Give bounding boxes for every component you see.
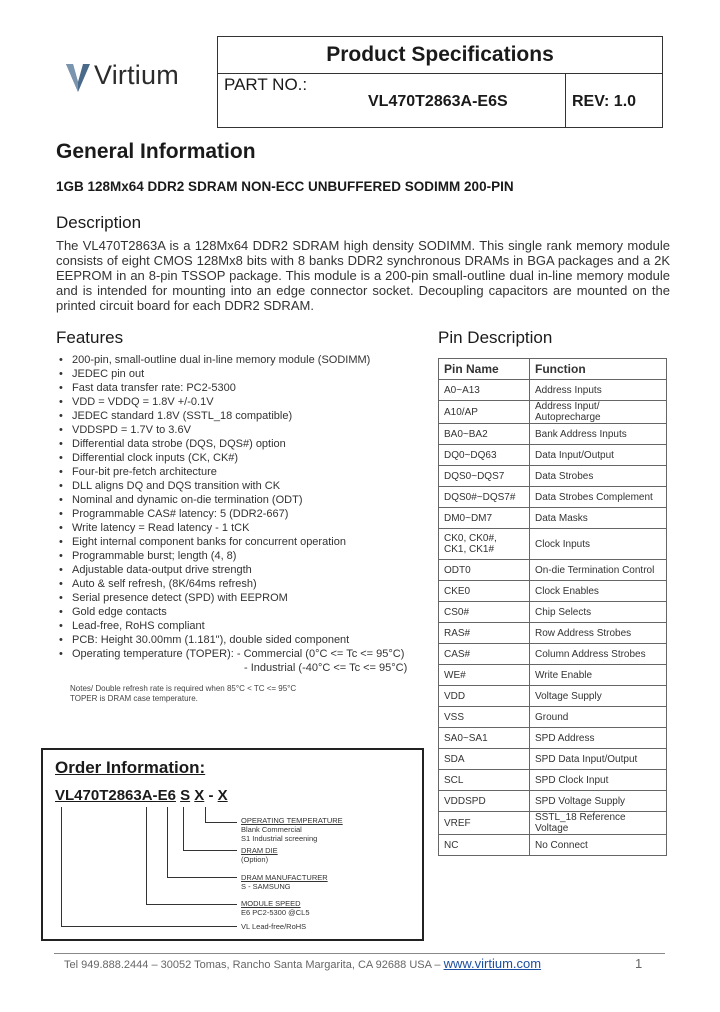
pin-name-cell: VSS (439, 707, 530, 728)
order-op-temp (241, 816, 343, 843)
feature-item (56, 367, 407, 381)
feature-item (56, 619, 407, 633)
table-row (439, 728, 667, 749)
features-list (56, 353, 407, 675)
table-row (439, 380, 667, 401)
table-row (439, 487, 667, 508)
pin-function-cell: Address Inputs (530, 380, 667, 401)
feature-text: Fast data transfer rate: PC2-5300 (72, 382, 236, 394)
pin-function-cell: Column Address Strobes (530, 644, 667, 665)
pin-name-cell: VDDSPD (439, 791, 530, 812)
footer-divider (54, 953, 665, 954)
spec-title: Product Specifications (218, 37, 662, 74)
order-leadfree: VL Lead-free/RoHS (241, 922, 307, 931)
pin-function-cell: Data Strobes Complement (530, 487, 667, 508)
feature-item (56, 507, 407, 521)
description-heading: Description (56, 213, 142, 232)
op-temp-commercial: Blank Commercial (241, 825, 302, 834)
bullet-icon: • (59, 522, 63, 534)
feature-text: Programmable burst; length (4, 8) (72, 550, 237, 562)
pn-speed: E6 (157, 787, 176, 804)
feature-item (56, 563, 407, 577)
feature-text: Gold edge contacts (72, 606, 167, 618)
rev-divider (565, 73, 566, 127)
bullet-icon: • (59, 620, 63, 632)
bullet-icon: • (59, 410, 63, 422)
line-speed-v (146, 807, 147, 905)
line-die-h (183, 850, 237, 851)
feature-text: Eight internal component banks for concurrent operation (72, 536, 346, 548)
col-pin-name: Pin Name (439, 359, 530, 380)
table-row (439, 644, 667, 665)
line-temp-v (205, 807, 206, 823)
feature-item (56, 591, 407, 605)
note-refresh: Notes/ Double refresh rate is required when 85°C < TC <= 95°C (70, 684, 297, 693)
pin-function-cell: Write Enable (530, 665, 667, 686)
bullet-icon: • (59, 466, 63, 478)
feature-notes (70, 684, 296, 704)
feature-text: VDD = VDDQ = 1.8V +/-0.1V (72, 396, 214, 408)
dram-die-title: DRAM DIE (241, 846, 278, 855)
line-mfr-h (167, 877, 237, 878)
pin-name-cell: VREF (439, 812, 530, 835)
pin-function-cell: SPD Clock Input (530, 770, 667, 791)
feature-item (56, 535, 407, 549)
pn-dash: - (208, 787, 214, 804)
part-number: VL470T2863A-E6S (368, 93, 508, 110)
pin-table-header (439, 359, 667, 380)
feature-text: Nominal and dynamic on-die termination (ODT) (72, 494, 303, 506)
dram-mfr-samsung: S - SAMSUNG (241, 882, 291, 891)
bullet-icon: • (59, 536, 63, 548)
bullet-icon: • (59, 634, 63, 646)
pin-function-cell: SPD Voltage Supply (530, 791, 667, 812)
description-text: The VL470T2863A is a 128Mx64 DDR2 SDRAM high density SODIMM. This single rank memory module consists of eight CMOS 128Mx8 bits with 8 banks DDR2 synchronous DRAMs in BGA packages and a 2K EEPROM in an 8-pin TSSOP package. This module is a 200-pin small-outline dual in-line memory module and is intended for mounting into an edge connector socket. Decoupling capacitors are mounted on the printed circuit board for each DDR2 SDRAM. (56, 238, 670, 313)
feature-text: DLL aligns DQ and DQS transition with CK (72, 480, 281, 492)
module-speed-value: E6 PC2-5300 @CL5 (241, 908, 310, 917)
table-row (439, 529, 667, 560)
pn-mfr: S (180, 787, 191, 804)
feature-item (56, 451, 407, 465)
pin-name-cell: SA0~SA1 (439, 728, 530, 749)
pin-function-cell: Clock Inputs (530, 529, 667, 560)
features-heading: Features (56, 328, 124, 347)
table-row (439, 424, 667, 445)
pin-name-cell: VDD (439, 686, 530, 707)
pin-function-cell: Bank Address Inputs (530, 424, 667, 445)
feature-item (56, 395, 407, 409)
table-row (439, 623, 667, 644)
pin-name-cell: DQS0~DQS7 (439, 466, 530, 487)
op-temp-industrial: S1 Industrial screening (241, 834, 318, 843)
pin-name-cell: WE# (439, 665, 530, 686)
note-toper: TOPER is DRAM case temperature. (70, 694, 198, 703)
bullet-icon: • (59, 382, 63, 394)
line-die-v (183, 807, 184, 851)
pin-description-heading: Pin Description (438, 328, 553, 347)
order-information-box (41, 748, 424, 941)
feature-text: Operating temperature (TOPER): - Commercial (0°C <= Tc <= 95°C) (72, 648, 405, 660)
bullet-icon: • (59, 564, 63, 576)
pin-description-table (438, 358, 667, 856)
pin-function-cell: SPD Data Input/Output (530, 749, 667, 770)
part-number-label: PART NO.: (224, 75, 308, 94)
feature-text: VDDSPD = 1.7V to 3.6V (72, 424, 191, 436)
pin-name-cell: SDA (439, 749, 530, 770)
table-row (439, 466, 667, 487)
order-info-heading: Order Information: (55, 758, 206, 777)
bullet-icon: • (59, 508, 63, 520)
pin-name-cell: DQ0~DQ63 (439, 445, 530, 466)
pin-name-cell: CAS# (439, 644, 530, 665)
bullet-icon: • (59, 550, 63, 562)
pin-name-cell: SCL (439, 770, 530, 791)
page-number: 1 (635, 956, 643, 971)
bullet-icon: • (59, 606, 63, 618)
feature-item (56, 423, 407, 437)
pin-name-cell: A10/AP (439, 401, 530, 424)
table-row (439, 445, 667, 466)
logo-text: Virtium (94, 60, 179, 90)
pin-function-cell: Address Input/ Autoprecharge (530, 401, 667, 424)
virtium-logo (64, 58, 204, 98)
line-vl-h (61, 926, 237, 927)
order-dram-mfr (241, 873, 328, 891)
bullet-icon: • (59, 648, 63, 660)
footer (64, 956, 541, 971)
pin-name-cell: CK0, CK0#, CK1, CK1# (439, 529, 530, 560)
pin-function-cell: No Connect (530, 835, 667, 856)
table-row (439, 665, 667, 686)
feature-item (56, 381, 407, 395)
feature-item (56, 521, 407, 535)
table-row (439, 791, 667, 812)
table-row (439, 602, 667, 623)
pin-function-cell: Data Strobes (530, 466, 667, 487)
feature-item (56, 577, 407, 591)
pin-name-cell: A0~A13 (439, 380, 530, 401)
feature-item (56, 493, 407, 507)
feature-text: Serial presence detect (SPD) with EEPROM (72, 592, 288, 604)
pin-function-cell: Voltage Supply (530, 686, 667, 707)
bullet-icon: • (59, 480, 63, 492)
pin-name-cell: CS0# (439, 602, 530, 623)
bullet-icon: • (59, 368, 63, 380)
pn-die: X (194, 787, 205, 804)
feature-item (56, 479, 407, 493)
op-temp-title: OPERATING TEMPERATURE (241, 816, 343, 825)
line-speed-h (146, 904, 237, 905)
feature-text: PCB: Height 30.00mm (1.181"), double sided component (72, 634, 350, 646)
pin-name-cell: ODT0 (439, 560, 530, 581)
feature-text: Lead-free, RoHS compliant (72, 620, 205, 632)
pin-function-cell: Row Address Strobes (530, 623, 667, 644)
feature-item (56, 353, 407, 367)
table-row (439, 835, 667, 856)
bullet-icon: • (59, 578, 63, 590)
table-row (439, 560, 667, 581)
spec-part-row (218, 73, 662, 127)
feature-item (56, 409, 407, 423)
pin-name-cell: CKE0 (439, 581, 530, 602)
table-row (439, 770, 667, 791)
pin-function-cell: SPD Address (530, 728, 667, 749)
pn-base: VL470T2863A- (55, 787, 158, 804)
table-row (439, 401, 667, 424)
bullet-icon: • (59, 452, 63, 464)
line-mfr-v (167, 807, 168, 878)
order-part-number (55, 787, 228, 804)
general-info-heading: General Information (56, 140, 256, 163)
pin-function-cell: Data Input/Output (530, 445, 667, 466)
pin-function-cell: SSTL_18 Reference Voltage (530, 812, 667, 835)
pin-function-cell: Chip Selects (530, 602, 667, 623)
feature-text: Write latency = Read latency - 1 tCK (72, 522, 250, 534)
table-row (439, 581, 667, 602)
feature-item (56, 633, 407, 647)
pin-name-cell: DQS0#~DQS7# (439, 487, 530, 508)
pin-name-cell: BA0~BA2 (439, 424, 530, 445)
footer-address: Tel 949.888.2444 – 30052 Tomas, Rancho Santa Margarita, CA 92688 USA – (64, 959, 444, 971)
pin-function-cell: On-die Termination Control (530, 560, 667, 581)
feature-item-continuation: - Industrial (-40°C <= Tc <= 95°C) (244, 662, 408, 674)
table-row (439, 812, 667, 835)
footer-website-link[interactable]: www.virtium.com (443, 956, 542, 971)
feature-item (56, 465, 407, 479)
feature-text: 200-pin, small-outline dual in-line memory module (SODIMM) (72, 354, 371, 366)
table-row (439, 508, 667, 529)
feature-item (56, 647, 407, 661)
feature-item (56, 437, 407, 451)
feature-text: Auto & self refresh, (8K/64ms refresh) (72, 578, 257, 590)
bullet-icon: • (59, 494, 63, 506)
col-function: Function (530, 359, 667, 380)
pn-temp: X (217, 787, 228, 804)
feature-text: Four-bit pre-fetch architecture (72, 466, 217, 478)
pin-function-cell: Data Masks (530, 508, 667, 529)
bullet-icon: • (59, 354, 63, 366)
dram-die-option: (Option) (241, 855, 269, 864)
order-module-speed (241, 899, 310, 917)
pin-name-cell: RAS# (439, 623, 530, 644)
feature-item (56, 549, 407, 563)
feature-text: JEDEC standard 1.8V (SSTL_18 compatible) (72, 410, 293, 422)
feature-item (56, 605, 407, 619)
pin-function-cell: Clock Enables (530, 581, 667, 602)
dram-mfr-title: DRAM MANUFACTURER (241, 873, 328, 882)
feature-text: Differential clock inputs (CK, CK#) (72, 452, 239, 464)
pin-name-cell: DM0~DM7 (439, 508, 530, 529)
feature-text: Adjustable data-output drive strength (72, 564, 252, 576)
spec-header-box (217, 36, 663, 128)
line-temp-h (205, 822, 237, 823)
table-row (439, 686, 667, 707)
virtium-logo-icon (64, 60, 92, 94)
order-dram-die (241, 846, 278, 864)
pin-function-cell: Ground (530, 707, 667, 728)
bullet-icon: • (59, 592, 63, 604)
bullet-icon: • (59, 424, 63, 436)
module-speed-title: MODULE SPEED (241, 899, 301, 908)
bullet-icon: • (59, 438, 63, 450)
feature-text: JEDEC pin out (72, 368, 145, 380)
line-vl-v (61, 807, 62, 927)
feature-text: Programmable CAS# latency: 5 (DDR2-667) (72, 508, 289, 520)
table-row (439, 749, 667, 770)
revision: REV: 1.0 (572, 93, 637, 110)
bullet-icon: • (59, 396, 63, 408)
product-subtitle: 1GB 128Mx64 DDR2 SDRAM NON-ECC UNBUFFERED SODIMM 200-PIN (56, 179, 514, 194)
table-row (439, 707, 667, 728)
feature-text: Differential data strobe (DQS, DQS#) option (72, 438, 286, 450)
pin-name-cell: NC (439, 835, 530, 856)
